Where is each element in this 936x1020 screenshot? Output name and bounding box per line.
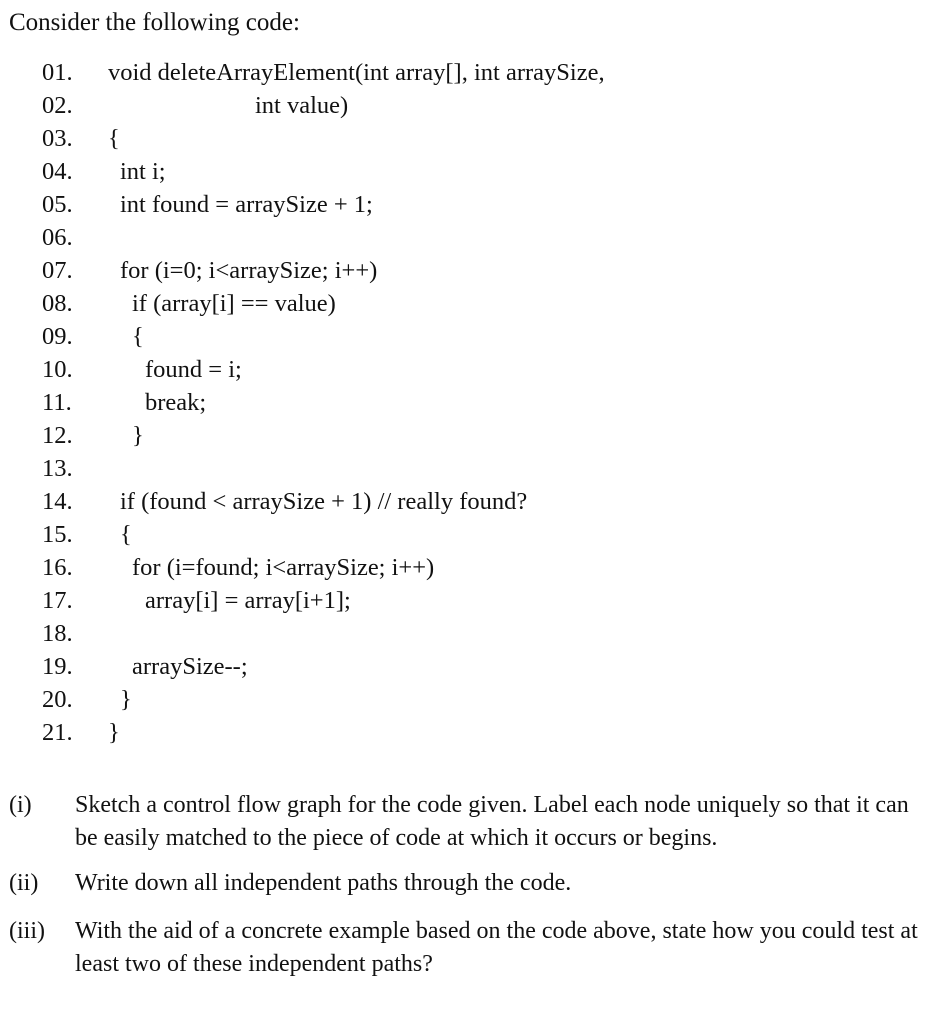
line-number: 04. — [42, 158, 73, 185]
code-text: } — [108, 719, 120, 746]
line-number: 11. — [42, 389, 72, 416]
line-number: 20. — [42, 686, 73, 713]
code-text: break; — [145, 389, 207, 416]
line-number: 01. — [42, 59, 73, 86]
code-text: void deleteArrayElement(int array[], int arraySize, — [108, 59, 605, 86]
line-number: 21. — [42, 719, 73, 746]
code-text: { — [108, 125, 120, 152]
code-text: } — [120, 686, 132, 713]
code-text: for (i=0; i<arraySize; i++) — [120, 257, 378, 284]
question-i — [9, 789, 924, 855]
code-text: array[i] = array[i+1]; — [145, 587, 351, 614]
line-number: 19. — [42, 653, 73, 680]
question-text: Write down all independent paths through the code. — [75, 870, 572, 896]
code-text: } — [132, 422, 144, 449]
code-text: { — [120, 521, 132, 548]
question-label: (iii) — [9, 918, 45, 944]
code-text: if (array[i] == value) — [132, 290, 336, 317]
code-text: if (found < arraySize + 1) // really found? — [120, 488, 528, 515]
line-number: 14. — [42, 488, 73, 515]
line-number: 16. — [42, 554, 73, 581]
code-text: { — [132, 323, 144, 350]
line-number: 02. — [42, 92, 73, 119]
code-text: int i; — [120, 158, 166, 185]
question-text: Sketch a control flow graph for the code given. Label each node uniquely so that it can be easily matched to the piece of code at which it occurs or begins. — [75, 792, 909, 851]
code-text: int value) — [255, 92, 349, 119]
code-text: for (i=found; i<arraySize; i++) — [132, 554, 435, 581]
line-number: 09. — [42, 323, 73, 350]
line-number: 12. — [42, 422, 73, 449]
line-number: 15. — [42, 521, 73, 548]
question-label: (ii) — [9, 870, 39, 896]
question-ii — [9, 867, 924, 900]
line-number: 08. — [42, 290, 73, 317]
line-number: 03. — [42, 125, 73, 152]
line-number: 18. — [42, 620, 73, 647]
line-number: 13. — [42, 455, 73, 482]
line-number: 17. — [42, 587, 73, 614]
intro-text: Consider the following code: — [9, 9, 300, 36]
line-number: 06. — [42, 224, 73, 251]
line-number: 05. — [42, 191, 73, 218]
question-text: With the aid of a concrete example based on the code above, state how you could test at least two of these independent paths? — [75, 918, 918, 977]
question-label: (i) — [9, 792, 32, 818]
question-iii — [9, 915, 924, 981]
line-number: 07. — [42, 257, 73, 284]
line-number: 10. — [42, 356, 73, 383]
code-text: int found = arraySize + 1; — [120, 191, 373, 218]
code-text: arraySize--; — [132, 653, 248, 680]
code-text: found = i; — [145, 356, 242, 383]
question-list — [9, 789, 924, 981]
